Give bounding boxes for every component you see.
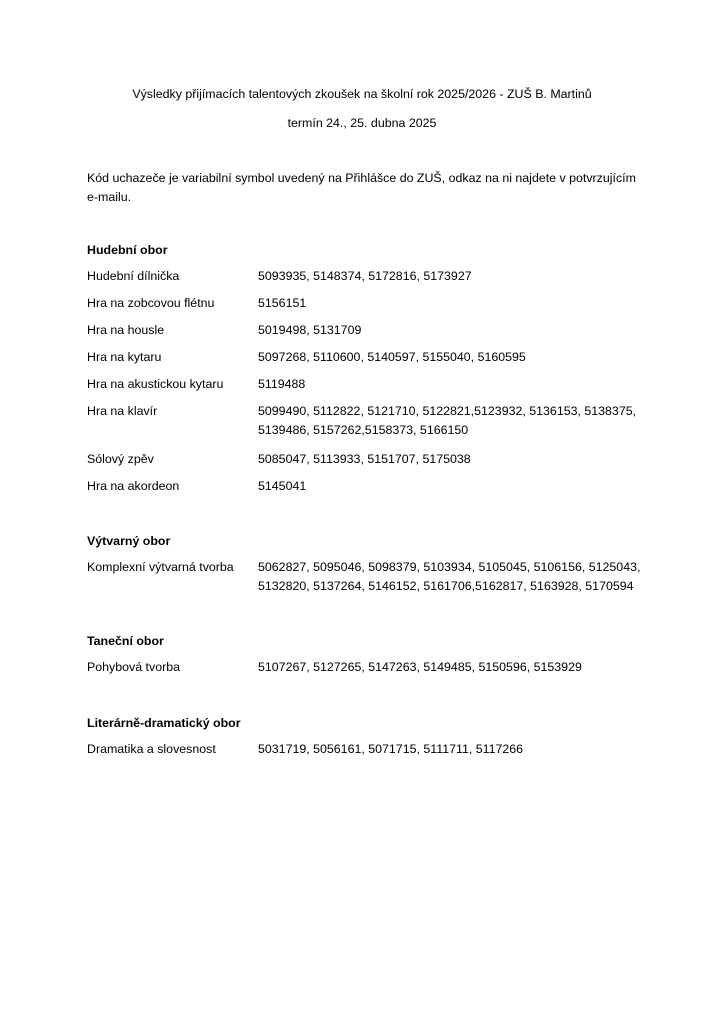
row-codes: 5156151 <box>258 296 307 310</box>
section-heading-tanecni: Taneční obor <box>87 634 164 648</box>
section-heading-literarne-dramaticky: Literárně-dramatický obor <box>87 716 241 730</box>
row-label: Sólový zpěv <box>87 452 154 466</box>
row-label: Hra na kytaru <box>87 350 162 364</box>
intro-text: Kód uchazeče je variabilní symbol uvedený na Přihlášce do ZUŠ, odkaz na ni najdete v potvrzujícím e-mailu. <box>87 171 636 204</box>
row-codes: 5107267, 5127265, 5147263, 5149485, 5150596, 5153929 <box>258 660 582 674</box>
row-codes: 5093935, 5148374, 5172816, 5173927 <box>258 269 472 283</box>
row-label: Dramatika a slovesnost <box>87 742 216 756</box>
row-label: Pohybová tvorba <box>87 660 180 674</box>
row-codes: 5145041 <box>258 479 307 493</box>
row-label: Hra na zobcovou flétnu <box>87 296 215 310</box>
row-label: Hra na akordeon <box>87 479 180 493</box>
row-label: Komplexní výtvarná tvorba <box>87 560 234 574</box>
document-title: Výsledky přijímacích talentových zkoušek na školní rok 2025/2026 - ZUŠ B. Martinů <box>132 87 592 101</box>
row-codes: 5019498, 5131709 <box>258 323 362 337</box>
row-codes: 5099490, 5112822, 5121710, 5122821,5123932, 5136153, 5138375, 5139486, 5157262,5158373, 5166150 <box>258 404 637 437</box>
row-label: Hra na akustickou kytaru <box>87 377 224 391</box>
row-label: Hra na housle <box>87 323 165 337</box>
section-heading-hudebni: Hudební obor <box>87 243 168 257</box>
section-heading-vytvarny: Výtvarný obor <box>87 534 171 548</box>
row-label: Hra na klavír <box>87 404 158 418</box>
row-codes: 5062827, 5095046, 5098379, 5103934, 5105045, 5106156, 5125043, 5132820, 5137264, 5146152, 5161706,5162817, 5163928, 5170594 <box>258 560 641 593</box>
row-codes: 5119488 <box>258 377 306 391</box>
row-codes: 5085047, 5113933, 5151707, 5175038 <box>258 452 471 466</box>
row-label: Hudební dílnička <box>87 269 180 283</box>
row-codes: 5097268, 5110600, 5140597, 5155040, 5160595 <box>258 350 526 364</box>
document-subtitle: termín 24., 25. dubna 2025 <box>287 116 437 130</box>
row-codes: 5031719, 5056161, 5071715, 5111711, 5117266 <box>258 742 524 756</box>
